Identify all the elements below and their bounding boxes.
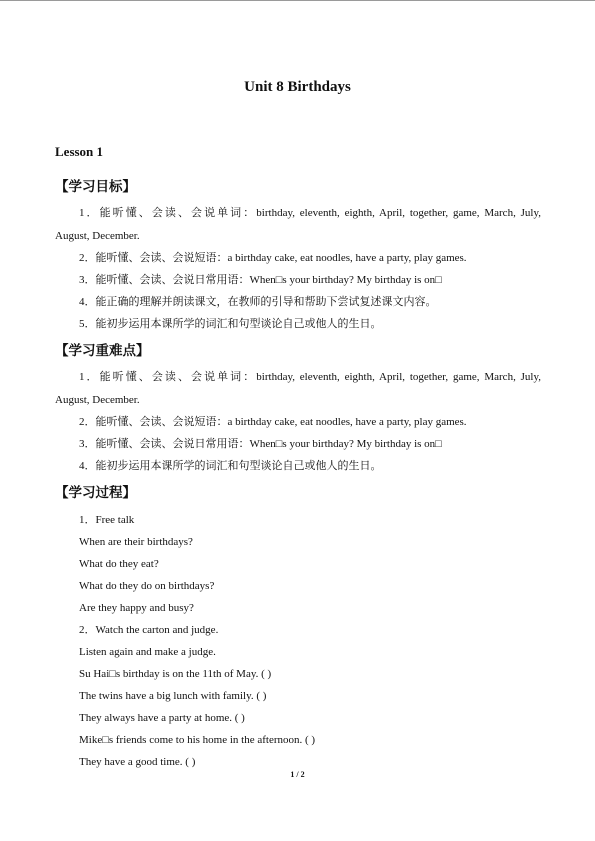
process-item: Mike□s friends come to his home in the afternoon. ( ) [79, 734, 316, 746]
process-item: 1．Free talk [79, 514, 135, 526]
key-points-item: 3．能听懂、会读、会说日常用语：When□s your birthday? My birthday is on□ [79, 438, 442, 450]
process-item: What do they eat? [79, 558, 159, 570]
goals-heading: 【学习目标】 [55, 179, 136, 195]
process-item: When are their birthdays? [79, 536, 193, 548]
goals-item: 3．能听懂、会读、会说日常用语：When□s your birthday? My birthday is on□ [79, 274, 442, 286]
process-item: Listen again and make a judge. [79, 646, 216, 658]
process-heading: 【学习过程】 [55, 485, 136, 501]
goals-item: August, December. [55, 230, 140, 242]
lesson-label: Lesson 1 [55, 144, 104, 159]
goals-item: 4．能正确的理解并朗读课文，在教师的引导和帮助下尝试复述课文内容。 [79, 296, 437, 308]
process-item: Su Hai□s birthday is on the 11th of May. ( ) [79, 668, 272, 680]
goals-item: 1．能听懂、会读、会说单词：birthday, eleventh, eighth, April, together, game, March, July, [79, 207, 541, 219]
key-points-item: 2．能听懂、会读、会说短语：a birthday cake, eat noodles, have a party, play games. [79, 416, 467, 428]
goals-item: 5．能初步运用本课所学的词汇和句型谈论自己或他人的生日。 [79, 318, 382, 330]
key-points-heading: 【学习重难点】 [55, 343, 150, 359]
page-number: 1 / 2 [290, 770, 305, 779]
document-title: Unit 8 Birthdays [244, 79, 351, 95]
process-item: What do they do on birthdays? [79, 580, 215, 592]
key-points-item: 1．能听懂、会读、会说单词：birthday, eleventh, eighth, April, together, game, March, July, [79, 371, 541, 383]
key-points-item: 4．能初步运用本课所学的词汇和句型谈论自己或他人的生日。 [79, 460, 382, 472]
key-points-item: August, December. [55, 394, 140, 406]
process-item: 2．Watch the carton and judge. [79, 624, 219, 636]
goals-item: 2．能听懂、会读、会说短语：a birthday cake, eat noodles, have a party, play games. [79, 252, 467, 264]
process-item: They always have a party at home. ( ) [79, 712, 245, 724]
top-rule [0, 0, 595, 1]
process-item: Are they happy and busy? [79, 602, 194, 614]
process-item: The twins have a big lunch with family. ( ) [79, 690, 267, 702]
process-item: They have a good time. ( ) [79, 756, 196, 768]
